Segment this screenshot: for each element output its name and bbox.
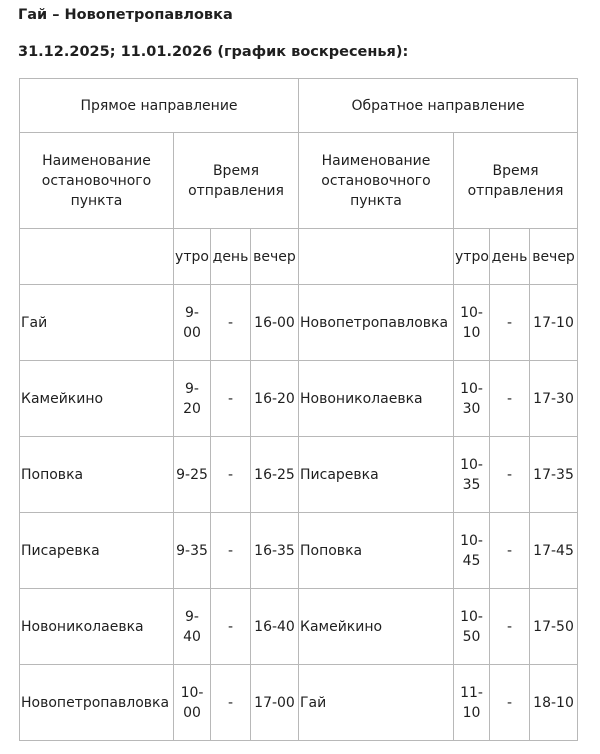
forward-day-header: день (211, 229, 251, 285)
reverse-evening-time: 17-35 (530, 437, 578, 513)
time-of-day-header-row (20, 229, 578, 285)
forward-direction-header: Прямое направление (20, 79, 299, 133)
reverse-evening-header: вечер (530, 229, 578, 285)
reverse-day-time: - (490, 285, 530, 361)
forward-morning-time (174, 285, 211, 361)
reverse-day-time: - (490, 589, 530, 665)
stop-header-line: пункта (350, 192, 402, 209)
table-row (20, 589, 578, 665)
reverse-stop-name: Новопетропавловка (299, 285, 454, 361)
table-row (20, 437, 578, 513)
reverse-day-time: - (490, 361, 530, 437)
forward-stop-name: Новониколаевка (20, 589, 174, 665)
time-part: 30 (462, 400, 481, 417)
time-part: 10- (460, 608, 483, 625)
time-part: 9- (185, 608, 199, 625)
reverse-direction-header: Обратное направление (299, 79, 578, 133)
stop-header-line: остановочного (321, 172, 431, 189)
forward-evening-time: 16-25 (251, 437, 299, 513)
table-row (20, 285, 578, 361)
forward-stop-name: Камейкино (20, 361, 174, 437)
time-part: 20 (183, 400, 201, 417)
time-part: 9- (185, 304, 199, 321)
reverse-evening-time: 17-50 (530, 589, 578, 665)
time-header-line: отправления (188, 182, 284, 199)
schedule-date-heading: 31.12.2025; 11.01.2026 (график воскресенья): (18, 44, 409, 60)
forward-stop-name: Новопетропавловка (20, 665, 174, 741)
reverse-morning-time (454, 589, 490, 665)
table-row (20, 361, 578, 437)
reverse-evening-time: 18-10 (530, 665, 578, 741)
forward-evening-time: 17-00 (251, 665, 299, 741)
page-title: Гай – Новопетропавловка (18, 7, 233, 23)
forward-day-time: - (211, 437, 251, 513)
forward-time-header (174, 133, 299, 229)
time-header-line: Время (212, 162, 260, 179)
time-part: 10- (460, 304, 483, 321)
forward-day-time: - (211, 285, 251, 361)
time-part: 10- (460, 532, 483, 549)
reverse-stop-name: Писаревка (299, 437, 454, 513)
reverse-day-time: - (490, 513, 530, 589)
reverse-evening-time: 17-10 (530, 285, 578, 361)
reverse-stop-name: Поповка (299, 513, 454, 589)
time-part: 00 (183, 324, 201, 341)
stop-header-line: Наименование (42, 152, 151, 169)
forward-day-time: - (211, 361, 251, 437)
empty-cell (20, 229, 174, 285)
reverse-time-header (454, 133, 578, 229)
time-part: 40 (183, 628, 201, 645)
stop-header-line: остановочного (41, 172, 152, 189)
reverse-morning-time: 11-10 (454, 665, 490, 741)
forward-morning-header: утро (174, 229, 211, 285)
time-part: 35 (462, 476, 481, 493)
time-part: 10- (460, 380, 483, 397)
forward-stop-name: Гай (20, 285, 174, 361)
column-header-row (20, 133, 578, 229)
stop-header-line: пункта (70, 192, 123, 209)
table-row (20, 665, 578, 741)
time-part: 9- (185, 380, 199, 397)
reverse-morning-header: утро (454, 229, 490, 285)
time-part: 00 (183, 704, 201, 721)
table-row (20, 513, 578, 589)
reverse-day-time: - (490, 437, 530, 513)
reverse-morning-time (454, 513, 490, 589)
empty-cell (299, 229, 454, 285)
forward-stop-name: Писаревка (20, 513, 174, 589)
forward-morning-time (174, 665, 211, 741)
time-part: 45 (462, 552, 481, 569)
forward-evening-time: 16-20 (251, 361, 299, 437)
schedule-body (20, 79, 578, 741)
direction-header-row (20, 79, 578, 133)
time-part: 50 (462, 628, 481, 645)
time-part: 10- (460, 456, 483, 473)
reverse-evening-time: 17-30 (530, 361, 578, 437)
reverse-day-header: день (490, 229, 530, 285)
reverse-stop-name: Камейкино (299, 589, 454, 665)
time-part: 10 (462, 324, 481, 341)
forward-morning-time (174, 589, 211, 665)
reverse-day-time: - (490, 665, 530, 741)
time-header-line: Время (492, 162, 539, 179)
forward-evening-header: вечер (251, 229, 299, 285)
forward-day-time: - (211, 589, 251, 665)
forward-morning-time: 9-25 (174, 437, 211, 513)
reverse-evening-time: 17-45 (530, 513, 578, 589)
time-part: 10- (180, 684, 204, 701)
reverse-morning-time (454, 285, 490, 361)
forward-evening-time: 16-35 (251, 513, 299, 589)
schedule-table (19, 78, 578, 741)
stop-header-line: Наименование (321, 152, 431, 169)
reverse-stop-name: Гай (299, 665, 454, 741)
forward-evening-time: 16-00 (251, 285, 299, 361)
forward-evening-time: 16-40 (251, 589, 299, 665)
forward-stop-header (20, 133, 174, 229)
forward-day-time: - (211, 665, 251, 741)
reverse-stop-name: Новониколаевка (299, 361, 454, 437)
reverse-morning-time (454, 361, 490, 437)
forward-morning-time (174, 361, 211, 437)
forward-morning-time: 9-35 (174, 513, 211, 589)
reverse-stop-header (299, 133, 454, 229)
forward-day-time: - (211, 513, 251, 589)
reverse-morning-time (454, 437, 490, 513)
time-header-line: отправления (467, 182, 564, 199)
forward-stop-name: Поповка (20, 437, 174, 513)
